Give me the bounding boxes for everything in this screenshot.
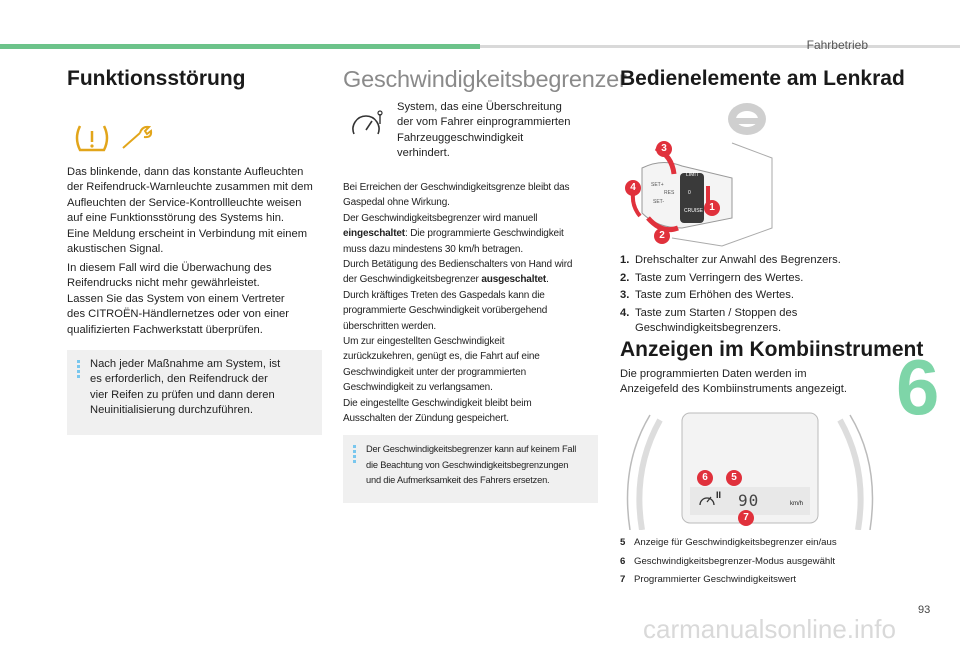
legend-number: 6: [620, 556, 626, 567]
controls-list: [620, 253, 880, 337]
note-box: [67, 350, 322, 435]
pause-indicator: II: [716, 490, 722, 500]
text-line: akustischen Signal.: [67, 243, 164, 256]
text-span: : Die programmierte Geschwindigkeit: [404, 228, 564, 240]
section-title-steering-controls: Bedienelemente am Lenkrad: [620, 67, 905, 90]
legend-text: Anzeige für Geschwindigkeitsbegrenzer ein/aus: [634, 537, 837, 548]
switch-label: CRUISE: [684, 208, 703, 214]
text-line: Gaspedal ohne Wirkung.: [343, 197, 450, 209]
legend-item: [620, 556, 835, 567]
text-line: die Beachtung von Geschwindigkeitsbegrenzungen: [366, 459, 569, 470]
callout-badge: 3: [656, 141, 672, 157]
text-span: .: [546, 274, 549, 286]
list-number: 2.: [620, 271, 630, 284]
note-marker: [353, 445, 356, 465]
text-line: der vom Fahrer einprogrammierten: [397, 116, 571, 129]
speed-unit-label: km/h: [790, 501, 804, 507]
emphasis: eingeschaltet: [343, 228, 405, 240]
text-line: Lassen Sie das System von einem Vertreter: [67, 292, 285, 305]
list-item: [620, 306, 880, 337]
speed-limiter-body: [343, 180, 603, 427]
callout-badge: 7: [738, 510, 754, 526]
progress-bar-accent: [0, 44, 480, 49]
switch-label: LIMIT: [686, 172, 699, 178]
legend-text: Geschwindigkeitsbegrenzer-Modus ausgewählt: [634, 556, 836, 567]
text-line: auf eine Funktionsstörung des Systems hin.: [67, 212, 285, 225]
text-line: Geschwindigkeit unter der programmierten: [343, 366, 526, 378]
text-line: Durch kräftiges Treten des Gaspedals kann die: [343, 289, 545, 301]
wrench-icon: [120, 124, 156, 152]
text-span: der Geschwindigkeitsbegrenzer: [343, 274, 482, 286]
text-line: System, das eine Überschreitung: [397, 101, 562, 113]
list-item: [620, 288, 880, 304]
text-line: qualifizierten Fachwerkstatt überprüfen.: [67, 323, 263, 336]
speed-limiter-icon: [350, 110, 384, 142]
list-text: Geschwindigkeitsbegrenzers.: [635, 322, 782, 335]
text-line: zurückzukehren, genügt es, die Fahrt auf eine: [343, 351, 540, 363]
list-item: [620, 271, 880, 287]
text-line: Neuinitialisierung durchzuführen.: [90, 404, 253, 417]
list-number: 3.: [620, 289, 630, 302]
text-line: In diesem Fall wird die Überwachung des: [67, 262, 272, 274]
text-line: Durch Betätigung des Bedienschalters von Hand wird: [343, 259, 573, 271]
list-text: Taste zum Erhöhen des Wertes.: [635, 289, 794, 302]
text-line: Fahrzeuggeschwindigkeit: [397, 131, 524, 144]
text-line: Aufleuchten der Service-Kontrollleuchte weisen: [67, 196, 302, 209]
legend-text: Programmierter Geschwindigkeitswert: [634, 574, 797, 585]
callout-badge: 6: [697, 470, 713, 486]
legend-item: [620, 537, 837, 548]
legend-item: [620, 574, 796, 585]
text-line: überschritten werden.: [343, 320, 437, 332]
text-line: muss dazu mindestens 30 km/h betragen.: [343, 243, 523, 255]
note-box: [343, 435, 598, 503]
speed-value-display: 90: [738, 491, 760, 510]
text-line: Reifendrucks nicht mehr gewährleistet.: [67, 277, 260, 290]
text-line: Der Geschwindigkeitsbegrenzer wird manuell: [343, 212, 538, 224]
section-title-instrument-cluster: Anzeigen im Kombiinstrument: [620, 338, 924, 361]
steering-wheel-icon: [725, 101, 769, 137]
switch-label: SET+: [651, 182, 664, 188]
section-title-malfunction: Funktionsstörung: [67, 67, 246, 90]
section-title-speed-limiter: Geschwindigkeitsbegrenzer: [343, 66, 627, 92]
switch-label: 0: [688, 190, 691, 196]
text-line: Das blinkende, dann das konstante Aufleuchten: [67, 166, 304, 178]
list-text: Taste zum Verringern des Wertes.: [635, 271, 804, 284]
callout-badge: 1: [704, 200, 720, 216]
list-text: Drehschalter zur Anwahl des Begrenzers.: [635, 254, 841, 266]
switch-label: RES: [664, 190, 675, 196]
legend-number: 7: [620, 574, 626, 585]
text-line: [343, 226, 603, 241]
section-label: Fahrbetrieb: [806, 38, 868, 52]
page-number: 93: [918, 604, 931, 616]
callout-badge: 2: [654, 228, 670, 244]
text-line: Nach jeder Maßnahme am System, ist: [90, 358, 281, 370]
header-divider: [480, 45, 960, 48]
text-line: Der Geschwindigkeitsbegrenzer kann auf keinem Fall: [366, 444, 577, 454]
text-line: Anzeigefeld des Kombiinstruments angezeigt.: [620, 383, 847, 396]
list-number: 1.: [620, 254, 630, 266]
text-line: und die Aufmerksamkeit des Fahrers ersetzen.: [366, 475, 550, 486]
text-line: Die programmierten Daten werden im: [620, 368, 807, 380]
text-line: Ausschalten der Zündung gespeichert.: [343, 413, 509, 425]
text-line: vier Reifen zu prüfen und dann deren: [90, 388, 275, 401]
text-line: es erforderlich, den Reifendruck der: [90, 373, 268, 386]
callout-badge: 4: [625, 180, 641, 196]
legend-number: 5: [620, 537, 626, 548]
text-line: Bei Erreichen der Geschwindigkeitsgrenze bleibt das: [343, 182, 570, 193]
list-number: 4.: [620, 306, 630, 319]
note-marker: [77, 360, 80, 380]
text-line: verhindert.: [397, 147, 450, 160]
callout-badge: 5: [726, 470, 742, 486]
list-item: [620, 253, 880, 269]
chapter-number: 6: [896, 343, 940, 431]
text-line: [343, 272, 603, 287]
text-line: programmierte Geschwindigkeit vorübergehend: [343, 305, 548, 317]
watermark: carmanualsonline.info: [643, 614, 896, 644]
list-text: Taste zum Starten / Stoppen des: [635, 306, 798, 319]
text-line: Um zur eingestellten Geschwindigkeit: [343, 336, 505, 348]
text-line: Die eingestellte Geschwindigkeit bleibt beim: [343, 397, 532, 409]
tyre-pressure-warning-icon: [72, 122, 112, 154]
emphasis: ausgeschaltet: [481, 274, 547, 286]
switch-label: SET-: [653, 199, 665, 205]
text-line: Eine Meldung erscheint in Verbindung mit einem: [67, 227, 308, 240]
text-line: des CITROËN-Händlernetzes oder von einer: [67, 308, 289, 321]
text-line: der Reifendruck-Warnleuchte zusammen mit dem: [67, 181, 313, 194]
text-line: Geschwindigkeit zu verlangsamen.: [343, 382, 493, 394]
